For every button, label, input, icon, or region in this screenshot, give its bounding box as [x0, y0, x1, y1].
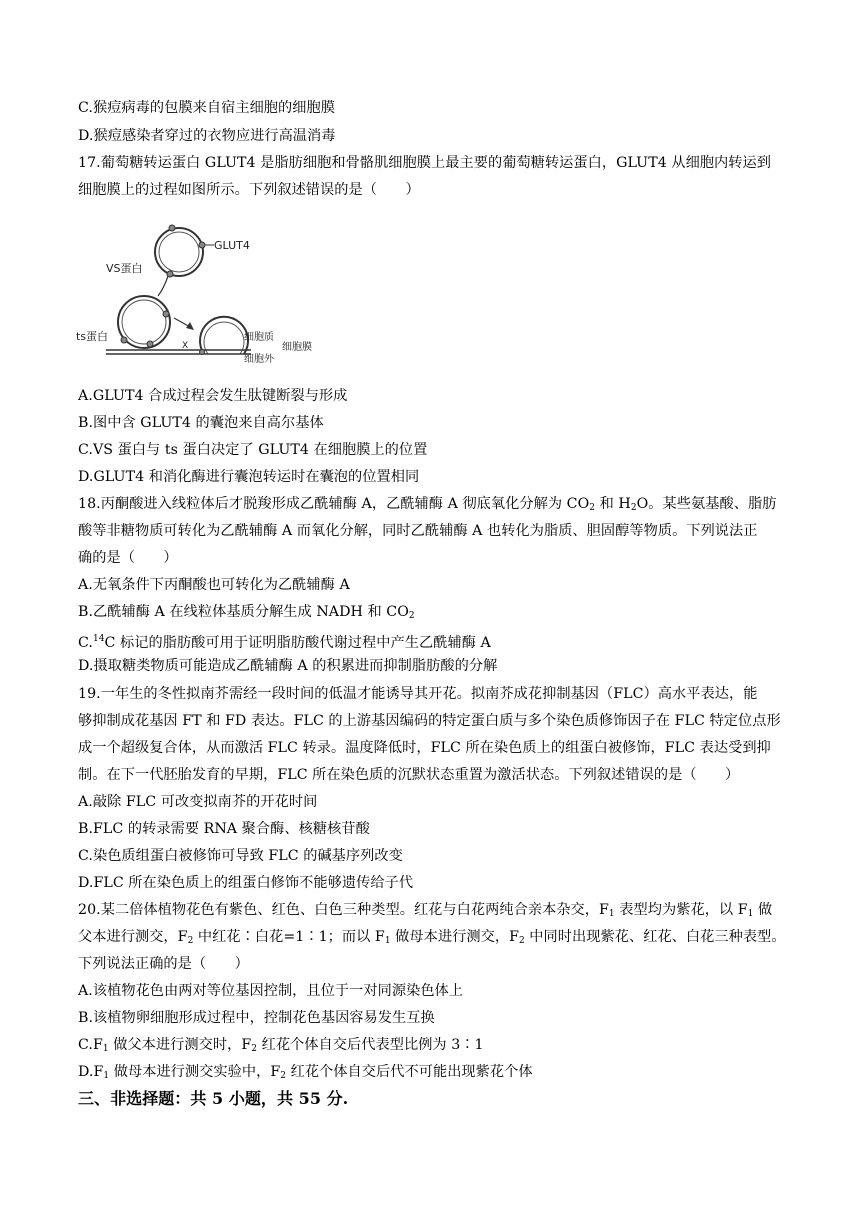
subscript: 2	[589, 503, 596, 513]
subscript: 2	[187, 936, 194, 946]
q20-stem-part: 20.某二倍体植物花色有紫色、红色、白色三种类型。红花与白花两纯合亲本杂交，F	[78, 902, 609, 918]
label-ts-protein: ts蛋白	[76, 330, 109, 343]
q18-option-a: A.无氧条件下丙酮酸也可转化为乙酰辅酶 A	[78, 577, 350, 593]
q18-stem-line-1	[78, 494, 776, 518]
q20-option-d-text: D.F	[78, 1064, 104, 1080]
q18-stem-line-2: 酸等非糖物质可转化为乙酰辅酶 A 而氧化分解，同时乙酰辅酶 A 也转化为脂质、胆固醇等物质。下列说法正	[78, 523, 758, 539]
q20-option-c	[78, 1035, 484, 1059]
q19-option-b: B.FLC 的转录需要 RNA 聚合酶、核糖核苷酸	[78, 821, 370, 837]
q20-stem-part: 中同时出现紫花、红花、白花三种表型。	[524, 929, 786, 945]
q20-option-c-text: C.F	[78, 1037, 103, 1053]
subscript: 2	[408, 611, 415, 621]
label-glut4: GLUT4	[214, 239, 250, 252]
q20-stem-line-2	[78, 927, 786, 951]
q20-option-d-text: 做母本进行测交实验中，F	[109, 1064, 281, 1080]
q20-stem-part: 中红花∶白花=1∶1；而以 F	[193, 929, 385, 945]
q20-option-b: B.该植物卵细胞形成过程中，控制花色基因容易发生互换	[78, 1010, 435, 1026]
subscript: 2	[518, 936, 525, 946]
q18-option-b-text: B.乙酰辅酶 A 在线粒体基质分解生成 NADH 和 CO	[78, 604, 409, 620]
q18-option-c	[78, 629, 491, 653]
q20-option-d-text: 红花个体自交后代不可能出现紫花个体	[286, 1064, 533, 1080]
subscript: 2	[280, 1071, 287, 1081]
label-cytoplasm: 细胞质	[244, 332, 274, 343]
subscript: 2	[251, 1044, 258, 1054]
q18-option-c-text: C.	[78, 635, 93, 651]
q17-stem-line-1: 17.葡萄糖转运蛋白 GLUT4 是脂肪细胞和骨骼肌细胞膜上最主要的葡萄糖转运蛋白，GLUT4 从细胞内转运到	[78, 155, 772, 171]
subscript: 1	[384, 936, 391, 946]
q18-option-c-text: C 标记的脂肪酸可用于证明脂肪酸代谢过程中产生乙酰辅酶 A	[104, 635, 491, 651]
label-outside: 细胞外	[244, 354, 274, 365]
label-x-mark: X	[182, 341, 189, 351]
q17-option-b: B.图中含 GLUT4 的囊泡来自高尔基体	[78, 415, 324, 431]
q16-option-d: D.猴痘感染者穿过的衣物应进行高温消毒	[78, 128, 336, 144]
q20-option-c-text: 做父本进行测交时，F	[108, 1037, 252, 1053]
label-vs-protein: VS蛋白	[106, 262, 143, 275]
superscript: 14	[92, 634, 105, 644]
q17-option-c: C.VS 蛋白与 ts 蛋白决定了 GLUT4 在细胞膜上的位置	[78, 442, 428, 458]
q18-option-d: D.摄取糖类物质可能造成乙酰辅酶 A 的积累进而抑制脂肪酸的分解	[78, 658, 498, 674]
q19-stem-line-1: 19.一年生的冬性拟南芥需经一段时间的低温才能诱导其开花。拟南芥成花抑制基因（FLC）高水平表达，能	[78, 686, 758, 702]
q18-stem-line-3: 确的是（ ）	[78, 550, 178, 566]
q20-stem-part: 做母本进行测交，F	[390, 929, 519, 945]
q19-stem-line-4: 制。在下一代胚胎发育的早期，FLC 所在染色质的沉默状态重置为激活状态。下列叙述错误的是（ ）	[78, 767, 740, 783]
q20-stem-part: 父本进行测交，F	[78, 929, 188, 945]
q20-option-a: A.该植物花色由两对等位基因控制，且位于一对同源染色体上	[78, 983, 464, 999]
subscript: 1	[608, 909, 615, 919]
subscript: 1	[102, 1044, 109, 1054]
q17-option-a: A.GLUT4 合成过程会发生肽键断裂与形成	[78, 388, 348, 404]
q19-stem-line-3: 成一个超级复合体，从而激活 FLC 转录。温度降低时，FLC 所在染色质上的组蛋白被修饰，FLC 表达受到抑	[78, 740, 771, 756]
q20-option-c-text: 红花个体自交后代表型比例为 3∶1	[257, 1037, 484, 1053]
glut4-transport-diagram	[76, 214, 356, 366]
subscript: 1	[103, 1071, 110, 1081]
q18-option-b	[78, 602, 415, 626]
q18-stem-part: 18.丙酮酸进入线粒体后才脱羧形成乙酰辅酶 A，乙酰辅酶 A 彻底氧化分解为 CO	[78, 496, 590, 512]
q20-option-d	[78, 1062, 533, 1086]
label-membrane: 细胞膜	[282, 342, 312, 353]
q18-stem-part: 和 H	[595, 496, 631, 512]
q20-stem-part: 做	[753, 902, 773, 918]
q19-stem-line-2: 够抑制成花基因 FT 和 FD 表达。FLC 的上游基因编码的特定蛋白质与多个染色质修饰因子在 FLC 特定位点形	[78, 713, 781, 729]
q19-option-a: A.敲除 FLC 可改变拟南芥的开花时间	[78, 794, 318, 810]
q20-stem-line-1	[78, 900, 772, 924]
q19-option-c: C.染色质组蛋白被修饰可导致 FLC 的碱基序列改变	[78, 848, 403, 864]
q20-stem-part: 表型均为紫花，以 F	[614, 902, 748, 918]
q18-stem-part: O。某些氨基酸、脂肪	[636, 496, 777, 512]
subscript: 2	[630, 503, 637, 513]
q19-option-d: D.FLC 所在染色质上的组蛋白修饰不能够遗传给子代	[78, 875, 414, 891]
q17-option-d: D.GLUT4 和消化酶进行囊泡转运时在囊泡的位置相同	[78, 469, 420, 485]
q17-stem-line-2: 细胞膜上的过程如图所示。下列叙述错误的是（ ）	[78, 182, 420, 198]
subscript: 1	[747, 909, 754, 919]
section-heading: 三、非选择题：共 5 小题，共 55 分.	[78, 1089, 349, 1108]
q20-stem-line-3: 下列说法正确的是（ ）	[78, 956, 249, 972]
q16-option-c: C.猴痘病毒的包膜来自宿主细胞的细胞膜	[78, 100, 335, 116]
